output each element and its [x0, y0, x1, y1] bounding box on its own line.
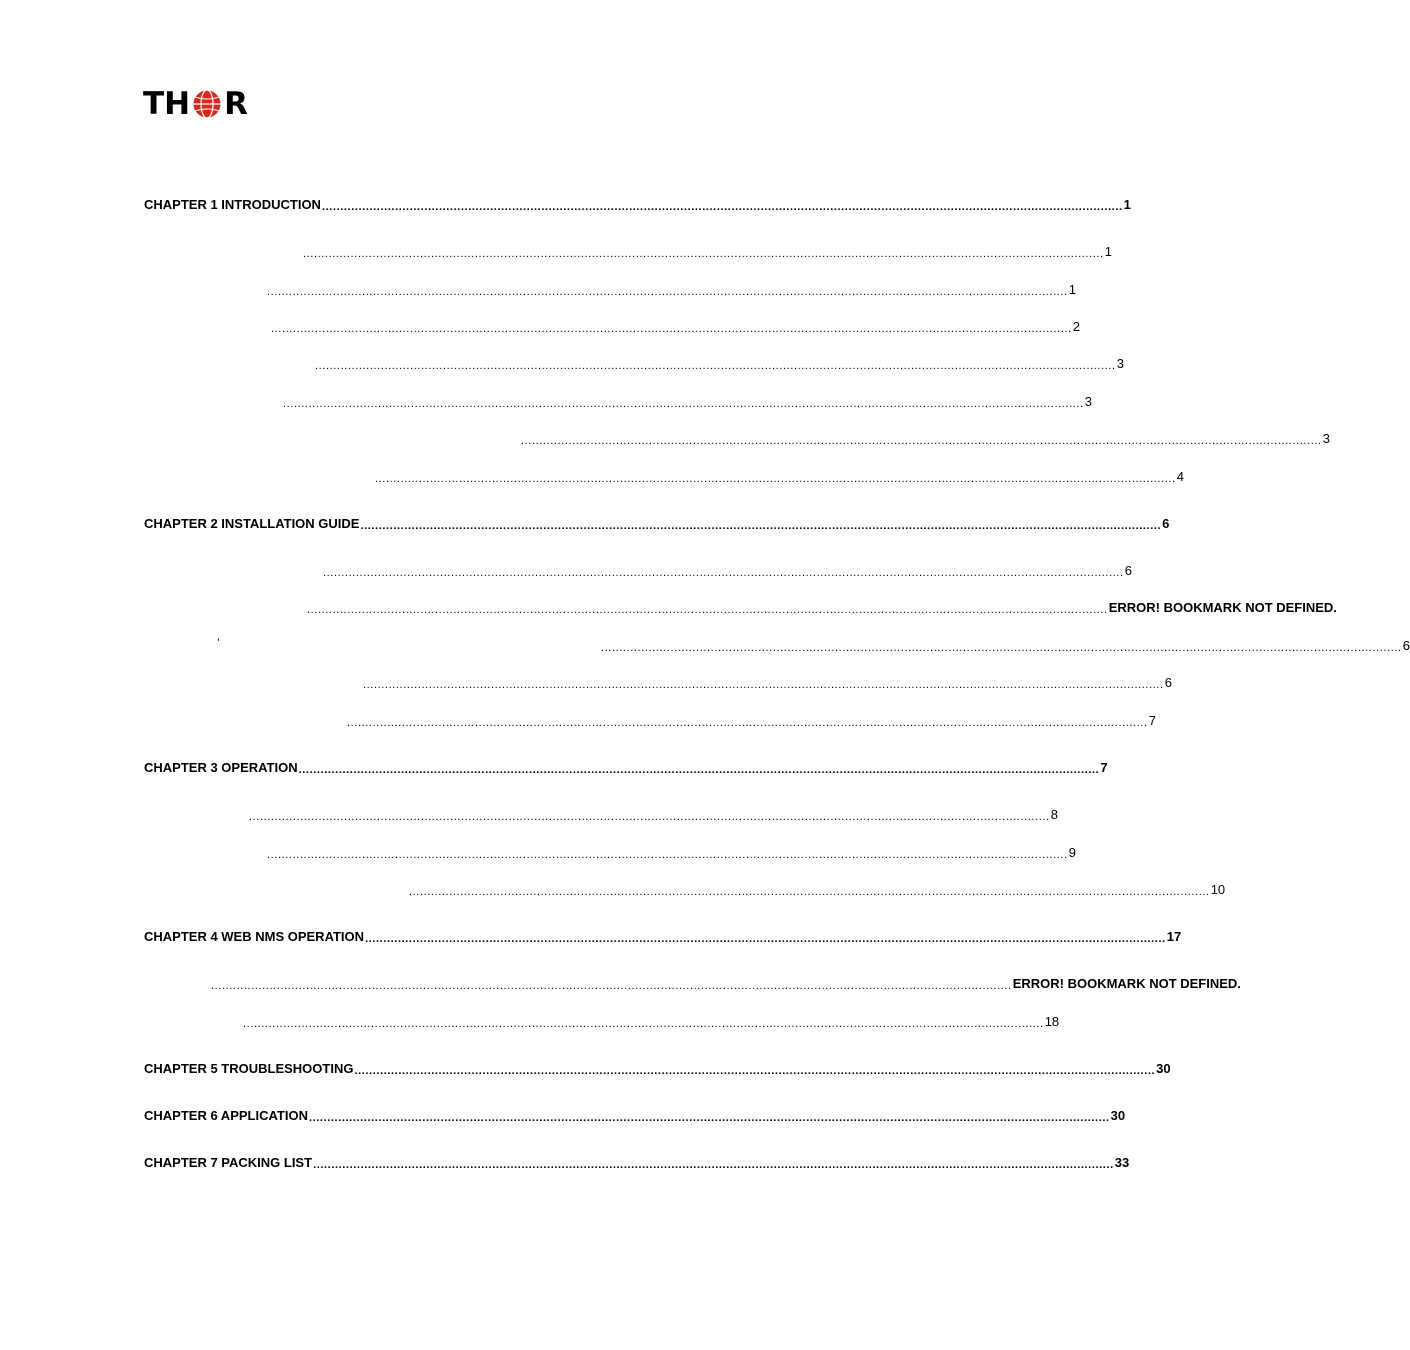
toc-leader: ........................................................................................................................................................................................................................... [249, 811, 1050, 823]
toc-error-text: ERROR! BOOKMARK NOT DEFINED. [1108, 600, 1337, 615]
toc-entry[interactable] [314, 355, 1124, 373]
toc-page: 1 [1123, 197, 1131, 212]
toc-page: 1 [1104, 244, 1112, 259]
toc-leader: ........................................................................................................................................................................................................................... [267, 849, 1068, 861]
toc-leader: ........................................................................................................................................................................................................................... [307, 604, 1108, 616]
toc-leader: ........................................................................................................................................................................................................................... [360, 520, 1162, 532]
toc-page: 18 [1044, 1014, 1060, 1029]
toc-title: CHAPTER 2 INSTALLATION GUIDE [144, 516, 360, 531]
toc-chapter-7[interactable] [144, 1154, 1130, 1172]
toc-leader: ........................................................................................................................................................................................................................... [211, 980, 1012, 992]
toc-leader: ........................................................................................................................................................................................................................... [313, 1159, 1114, 1171]
toc-page: 8 [1050, 807, 1058, 822]
stray-mark: ’ [217, 636, 220, 650]
toc-leader: ........................................................................................................................................................................................................................... [298, 764, 1100, 776]
toc-page: 4 [1176, 469, 1184, 484]
toc-page: 17 [1166, 929, 1182, 944]
toc-entry[interactable] [302, 243, 1112, 261]
toc-title: CHAPTER 7 PACKING LIST [144, 1155, 313, 1170]
toc-chapter-3[interactable] [144, 759, 1108, 777]
toc-page: 30 [1110, 1108, 1126, 1123]
toc-leader: ........................................................................................................................................................................................................................... [363, 679, 1164, 691]
toc-entry[interactable] [520, 430, 1330, 448]
toc-title: CHAPTER 1 INTRODUCTION [144, 197, 321, 212]
toc-entry[interactable] [210, 975, 1241, 993]
toc-title: CHAPTER 5 TROUBLESHOOTING [144, 1061, 354, 1076]
toc-error-text: ERROR! BOOKMARK NOT DEFINED. [1012, 976, 1241, 991]
toc-page: 10 [1210, 882, 1226, 897]
toc-page: 2 [1072, 319, 1080, 334]
toc-page: 30 [1156, 1061, 1171, 1076]
globe-icon [191, 88, 223, 120]
toc-chapter-1[interactable] [144, 196, 1131, 214]
toc-entry[interactable] [322, 562, 1132, 580]
toc-page: 3 [1116, 356, 1124, 371]
toc-leader: ........................................................................................................................................................................................................................... [347, 717, 1148, 729]
toc-leader: ........................................................................................................................................................................................................................... [323, 567, 1124, 579]
toc-entry[interactable] [270, 318, 1080, 336]
toc-entry[interactable] [374, 468, 1184, 486]
toc-page: 1 [1068, 282, 1076, 297]
toc-entry[interactable] [306, 599, 1337, 617]
toc-page: 6 [1124, 563, 1132, 578]
logo-text-right: R [224, 86, 248, 122]
toc-leader: ........................................................................................................................................................................................................................... [283, 398, 1084, 410]
toc-entry[interactable] [600, 637, 1410, 655]
toc-entry[interactable] [242, 1013, 1060, 1031]
toc-leader: ........................................................................................................................................................................................................................... [315, 360, 1116, 372]
toc-entry[interactable] [248, 806, 1058, 824]
toc-leader: ........................................................................................................................................................................................................................... [521, 435, 1322, 447]
toc-leader: ........................................................................................................................................................................................................................... [375, 473, 1176, 485]
toc-title: CHAPTER 4 WEB NMS OPERATION [144, 929, 365, 944]
toc-chapter-4[interactable] [144, 928, 1182, 946]
toc-page: 3 [1084, 394, 1092, 409]
thor-logo [143, 84, 248, 124]
toc-page: 6 [1164, 675, 1172, 690]
logo-text-left: TH [143, 86, 191, 122]
toc-entry[interactable] [346, 712, 1156, 730]
toc-page: 6 [1402, 638, 1410, 653]
toc-entry[interactable] [362, 674, 1172, 692]
toc-chapter-6[interactable] [144, 1107, 1126, 1125]
toc-chapter-2[interactable] [144, 515, 1170, 533]
toc-title: CHAPTER 6 APPLICATION [144, 1108, 308, 1123]
toc-entry[interactable] [282, 393, 1092, 411]
toc-leader: ........................................................................................................................................................................................................................... [243, 1018, 1044, 1030]
toc-title: CHAPTER 3 OPERATION [144, 760, 298, 775]
toc-chapter-5[interactable] [144, 1060, 1171, 1078]
toc-page: 6 [1162, 516, 1170, 531]
toc-entry[interactable] [266, 281, 1076, 299]
toc-entry[interactable] [266, 844, 1076, 862]
toc-leader: ........................................................................................................................................................................................................................... [601, 642, 1402, 654]
toc-entry[interactable] [408, 881, 1226, 899]
toc-leader: ........................................................................................................................................................................................................................... [308, 1112, 1110, 1124]
toc-page: 3 [1322, 431, 1330, 446]
toc-page: 33 [1114, 1155, 1130, 1170]
toc-leader: ........................................................................................................................................................................................................................... [267, 286, 1068, 298]
toc-page: 7 [1148, 713, 1156, 728]
toc-leader: ........................................................................................................................................................................................................................... [409, 886, 1210, 898]
toc-leader: ........................................................................................................................................................................................................................... [321, 201, 1123, 213]
toc-leader: ........................................................................................................................................................................................................................... [303, 248, 1104, 260]
toc-leader: ........................................................................................................................................................................................................................... [354, 1065, 1156, 1077]
toc-page: 9 [1068, 845, 1076, 860]
toc-leader: ........................................................................................................................................................................................................................... [271, 323, 1072, 335]
toc-page: 7 [1100, 760, 1108, 775]
toc-leader: ........................................................................................................................................................................................................................... [365, 933, 1166, 945]
